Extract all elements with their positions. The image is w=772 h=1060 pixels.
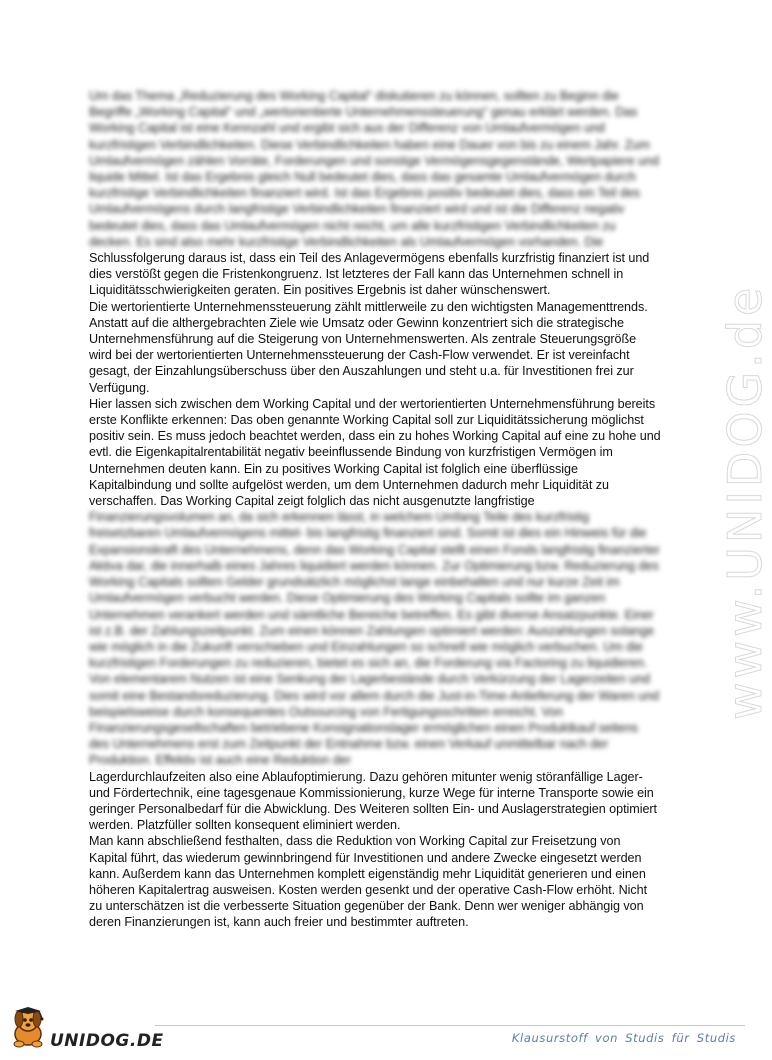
body-paragraph: Schlussfolgerung daraus ist, dass ein Teil des Anlagevermögens ebenfalls kurzfristig finanziert ist und dies verstößt gegen die Fristenkongruenz. Ist letzteres der Fall kann das Unternehmen schnell in Liquiditätsschwierigkeiten geraten. Ein positives Ergebnis ist daher wünschenswert. bbox=[89, 251, 650, 298]
watermark: www.UNIDOG.de bbox=[718, 283, 772, 720]
body-paragraph: Lagerdurchlaufzeiten also eine Ablaufoptimierung. Dazu gehören mitunter wenig störanfällige Lager- und Fördertechnik, eine tagesgenaue Kommissionierung, kurze Wege für interne Transporte sowie ein geringer Personalbedarf für die Abwicklung. Des Weiteren sollten Ein- und Auslagerstrategien optimiert werden. Platzfüller sollten konsequent eliminiert werden. bbox=[89, 769, 657, 833]
logo-wordmark: UNIDOG.DE bbox=[50, 1031, 164, 1051]
unidog-logo bbox=[6, 1004, 164, 1052]
footer-divider bbox=[155, 1025, 745, 1026]
body-paragraph: Hier lassen sich zwischen dem Working Capital und der wertorientierten Unternehmensführung bereits erste Konflikte erkennen: Das oben genannte Working Capital soll zur Liquiditätssicherung möglichst positiv sein. Es muss jedoch beachtet werden, dass ein zu hohes Working Capital auf eine zu hohe und evtl. die Eigenkapitalrentabilität negativ beeinflussende Bindung von kurzfristigen Vermögen im Unternehmen deuten kann. Ein zu positives Working Capital ist folglich eine überflüssige Kapitalbindung und sollte aufgelöst werden, um dem Unternehmen dadurch mehr Liquidität zu verschaffen. Das Working Capital zeigt folglich das nicht ausgenutzte langfristige bbox=[89, 396, 661, 509]
body-paragraph: Die wertorientierte Unternehmenssteuerung zählt mittlerweile zu den wichtigsten Managementtrends. Anstatt auf die althergebrachten Ziele wie Umsatz oder Gewinn konzentriert sich die strategische Unternehmensführung auf die Steigerung von Unternehmenswerten. Als zentrale Steuerungsgröße wird bei der wertorientierten Unternehmenssteuerung der Cash-Flow verwendet. Er ist vereinfacht gesagt, der Einzahlungsüberschuss über den Auszahlungen und steht u.a. für Investitionen frei zur Verfügung. bbox=[89, 299, 648, 395]
footer-tagline: Klausurstoff von Studis für Studis bbox=[511, 1031, 736, 1045]
body-paragraph: Man kann abschließend festhalten, dass die Reduktion von Working Capital zur Freisetzung von Kapital führt, das wiederum gewinnbringend für Investitionen und andere Zwecke eingesetzt werden kann. Außerdem kann das Unternehmen komplett eigenständig mehr Liquidität generieren und einen höheren Kapitalertrag ausweisen. Kosten werden gesenkt und der operative Cash-Flow erhöht. Nicht zu unterschätzen ist die verbesserte Situation gegenüber der Bank. Denn wer weniger abhängig von deren Finanzierungen ist, kann auch freier und bestimmter auftreten. bbox=[89, 834, 648, 930]
dog-mascot-icon bbox=[6, 1004, 54, 1050]
blurred-paragraph: Um das Thema „Reduzierung des Working Capital“ diskutieren zu können, sollten zu Beginn die Begriffe „Working Capital“ und „wertorientierte Unternehmenssteuerung“ genau erklärt werden. Das Working Capital ist eine Kennzahl und ergibt sich aus der Differenz von Umlaufvermögen und kurzfristigen Verbindlichkeiten. Diese Verbindlichkeiten haben eine Dauer von bis zu einem Jahr. Zum Umlaufvermögen zählen Vorräte, Forderungen und sonstige Vermögensgegenstände, Wertpapiere und liquide Mittel. Ist das Ergebnis gleich Null bedeutet dies, dass das gesamte Umlaufvermögen durch kurzfristige Verbindlichkeiten finanziert wird. Ist das Ergebnis positiv bedeutet dies, dass ein Teil des Umlaufvermögens durch langfristige Verbindlichkeiten finanziert wird und ist die Differenz negativ bedeutet dies, dass das Umlaufvermögen nicht reicht, um alle kurzfristigen Verbindlichkeiten zu decken. Es sind also mehr kurzfristige Verbindlichkeiten als Umlaufvermögen vorhanden. Die bbox=[89, 89, 659, 249]
blurred-paragraph: Finanzierungsvolumen an, da sich erkennen lässt, in welchem Umfang Teile des kurzfristig freisetzbaren Umlaufvermögens mittel- bis langfristig finanziert sind. Somit ist dies ein Hinweis für die Expansionskraft des Unternehmens, denn das Working Capital stellt einen Fonds langfristig finanzierter Aktiva dar, die innerhalb eines Jahres liquidiert werden können. Zur Optimierung bzw. Reduzierung des Working Capitals sollten Gelder grundsätzlich möglichst lange einbehalten und nur kurze Zeit im Umlaufvermögen verbucht werden. Diese Optimierung des Working Capitals sollte im ganzen Unternehmen verankert werden und sämtliche Bereiche betreffen. Es gibt diverse Ansatzpunkte. Einer ist z.B. der Zahlungszeitpunkt. Zum einen können Zahlungen optimiert werden: Auszahlungen solange wie möglich in die Zukunft verschieben und Einzahlungen so schnell wie möglich verbuchen. Um die kurzfristigen Forderungen zu reduzieren, bietet es sich an, die Forderung via Factoring zu liquidieren. Von elementarem Nutzen ist eine Senkung der Lagerbestände durch Verkürzung der Lagerzeiten und somit eine Bestandsreduzierung. Dies wird vor allem durch die Just-in-Time-Anlieferung der Waren und beispielsweise durch konsequentes Outsourcing von Fertigungsschritten erreicht. Von Finanzierungsgesellschaften betriebene Konsignationslager ermöglichen einen Produktkauf seitens des Unternehmens erst zum Zeitpunkt der Entnahme bzw. einen Verkauf unmittelbar nach der Produktion. Effektiv ist auch eine Reduktion der bbox=[89, 510, 660, 768]
document-body bbox=[89, 88, 661, 931]
